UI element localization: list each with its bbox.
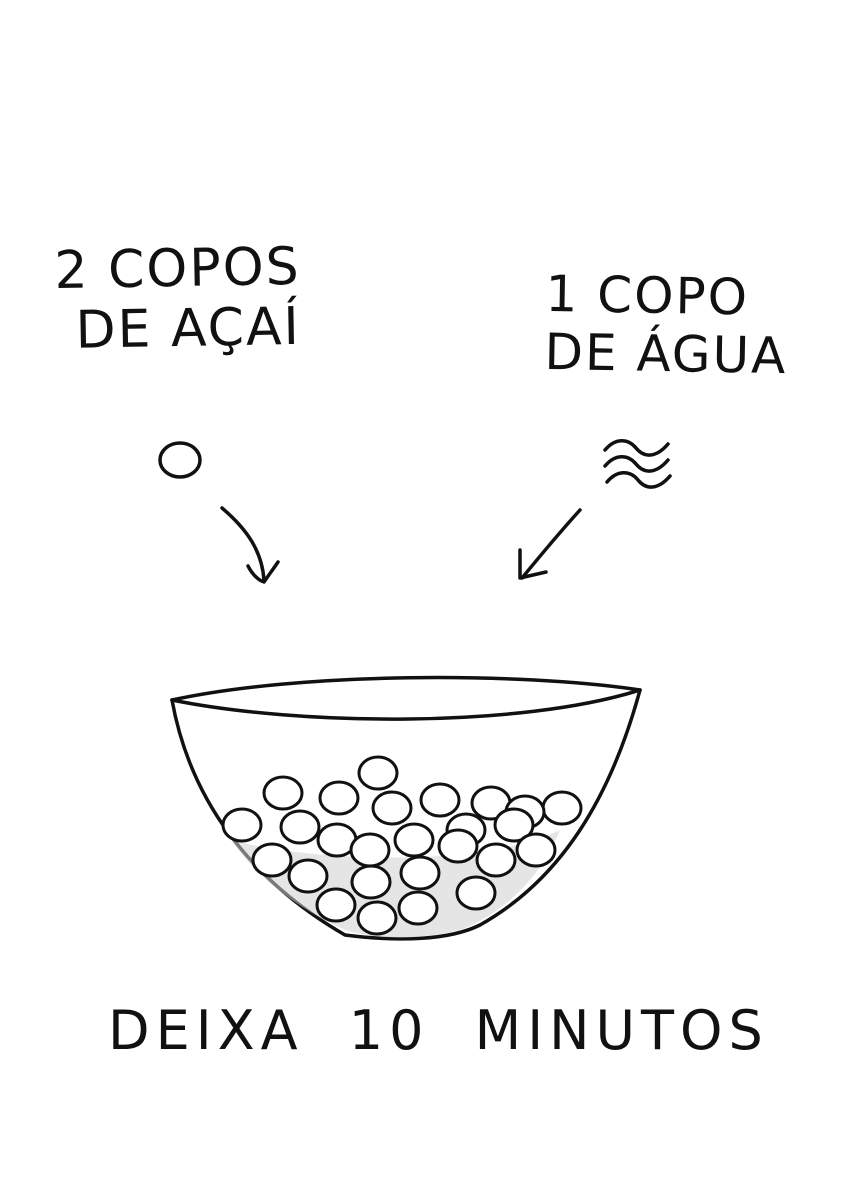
water-name: DE ÁGUA [544, 322, 788, 385]
acai-quantity: 2 COPOS [53, 236, 302, 302]
left-arrow-icon [222, 508, 278, 582]
circle-icon [160, 443, 200, 477]
right-arrow-icon [520, 510, 580, 578]
instruction-text: DEIXA 10 MINUTOS [108, 999, 769, 1062]
acai-name: DE AÇAÍ [74, 296, 302, 361]
water-quantity: 1 COPO [545, 264, 750, 327]
acai-berries [223, 757, 581, 934]
water-wave-icon [605, 441, 670, 487]
